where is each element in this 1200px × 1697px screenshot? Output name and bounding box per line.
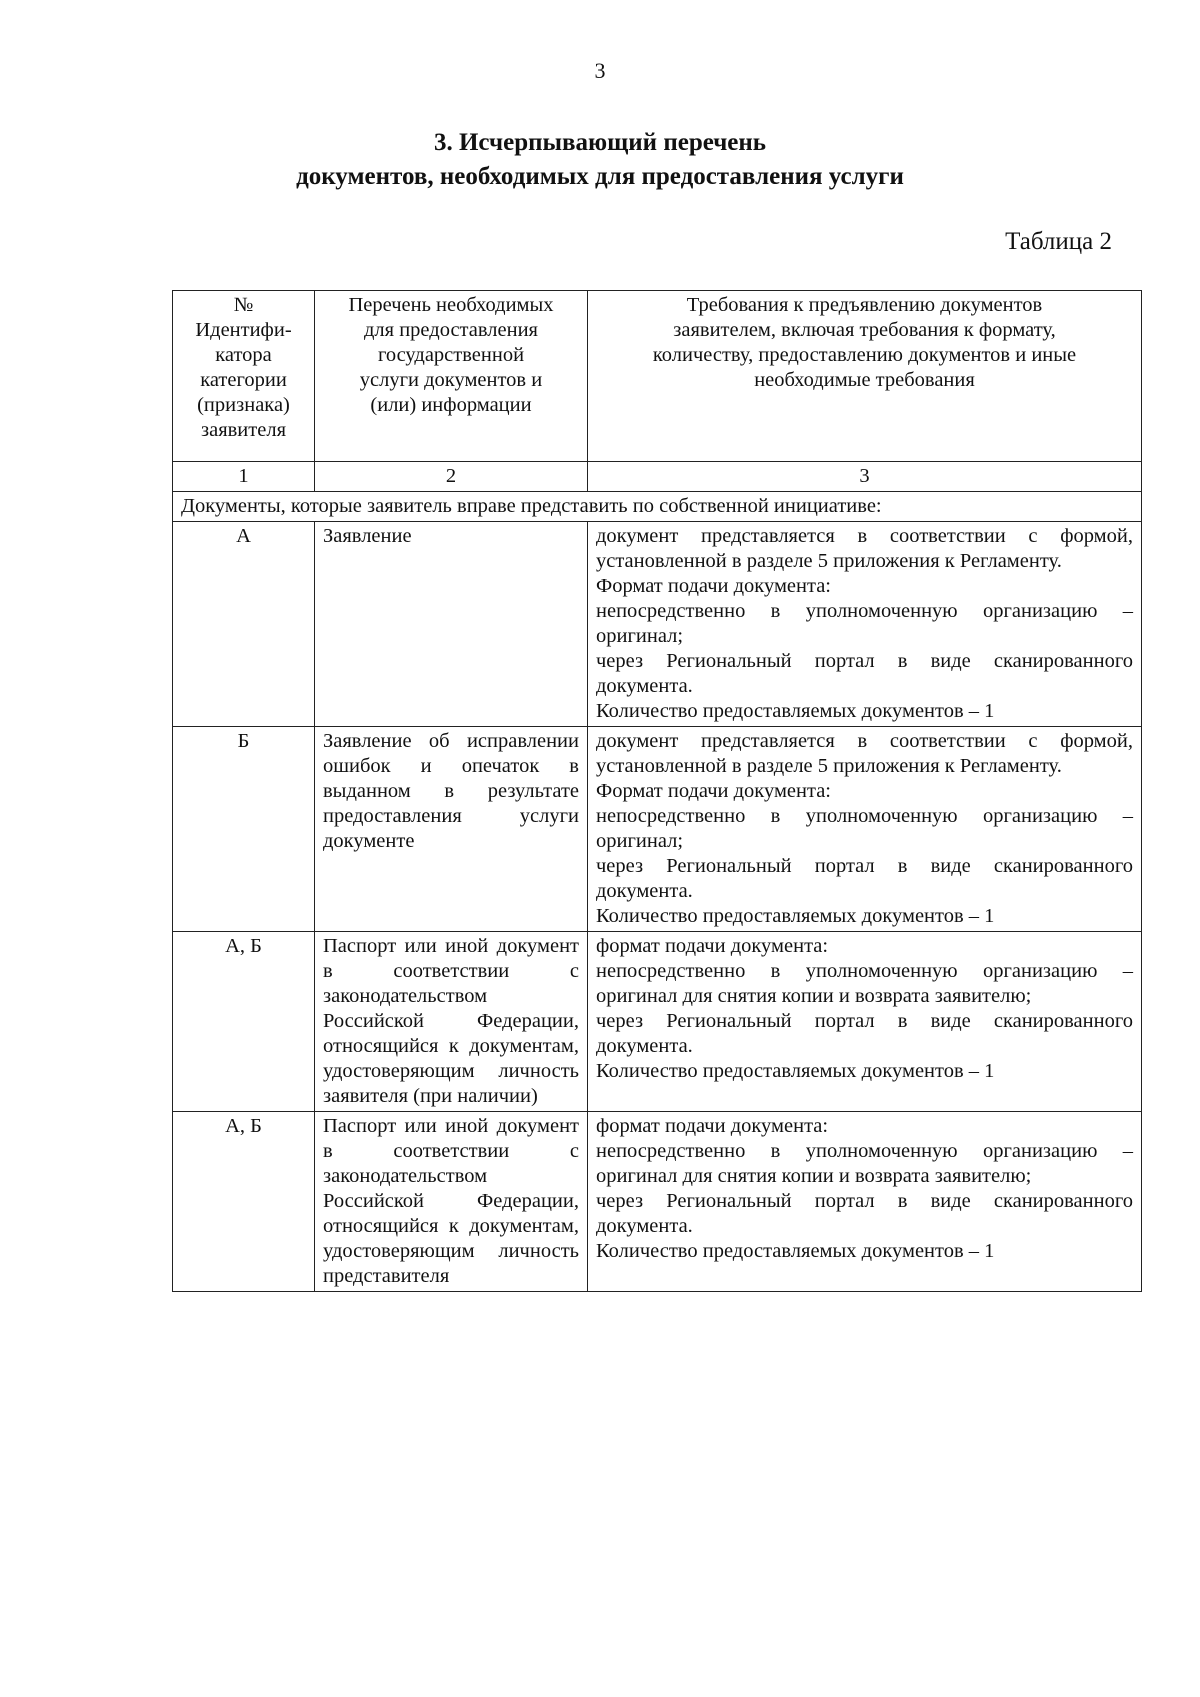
table-row: [173, 522, 1142, 727]
column-number: 1: [173, 462, 315, 492]
header-line: категории: [200, 369, 287, 391]
requirements-cell: [588, 522, 1142, 727]
category-cell: Б: [173, 727, 315, 932]
requirement-paragraph: Количество предоставляемых документов – 1: [596, 700, 995, 722]
header-line: (или) информации: [370, 394, 532, 416]
header-line: Требования к предъявлению документов: [686, 294, 1043, 316]
header-line: государственной: [377, 344, 525, 366]
table-header-row: [173, 291, 1142, 462]
document-cell: Заявление об исправлении ошибок и опечаток в выданном в результате предоставления услуги документе: [315, 727, 588, 932]
requirement-paragraph: Количество предоставляемых документов – 1: [596, 905, 995, 927]
document-cell: Паспорт или иной документ в соответствии с законодательством Российской Федерации, относящийся к документам, удостоверяющим личность заявителя (при наличии): [315, 932, 588, 1112]
column-number: 3: [588, 462, 1142, 492]
header-category-id: [173, 291, 315, 462]
section-heading: [0, 126, 1200, 194]
header-line: необходимые требования: [754, 369, 975, 391]
page-number: 3: [594, 58, 606, 83]
document-cell: Заявление: [315, 522, 588, 727]
header-line: для предоставления: [364, 319, 538, 341]
requirement-paragraph: через Региональный портал в виде сканированного документа.: [596, 1190, 1133, 1237]
requirement-paragraph: Количество предоставляемых документов – 1: [596, 1240, 995, 1262]
requirement-paragraph: через Региональный портал в виде сканированного документа.: [596, 855, 1133, 902]
header-line: заявителя: [201, 419, 286, 441]
header-line: количеству, предоставлению документов и иные: [652, 344, 1077, 366]
documents-table: [172, 290, 1142, 1292]
column-number: 2: [315, 462, 588, 492]
requirement-paragraph: через Региональный портал в виде сканированного документа.: [596, 650, 1133, 697]
table-label: Таблица 2: [1005, 228, 1112, 255]
header-line: №: [233, 294, 254, 316]
requirement-paragraph: непосредственно в уполномоченную организацию – оригинал для снятия копии и возврата заявителю;: [596, 1140, 1133, 1187]
category-cell: А, Б: [173, 1112, 315, 1292]
header-requirements: [588, 291, 1142, 462]
document-cell: Паспорт или иной документ в соответствии с законодательством Российской Федерации, относящийся к документам, удостоверяющим личность представителя: [315, 1112, 588, 1292]
heading-line-2: документов, необходимых для предоставления услуги: [296, 163, 904, 190]
requirements-cell: [588, 932, 1142, 1112]
requirement-paragraph: через Региональный портал в виде сканированного документа.: [596, 1010, 1133, 1057]
table-row: [173, 932, 1142, 1112]
category-cell: А: [173, 522, 315, 727]
requirement-paragraph: непосредственно в уполномоченную организацию – оригинал;: [596, 805, 1133, 852]
header-line: Идентифи-: [195, 319, 292, 341]
requirement-paragraph: непосредственно в уполномоченную организацию – оригинал;: [596, 600, 1133, 647]
category-cell: А, Б: [173, 932, 315, 1112]
heading-line-1: 3. Исчерпывающий перечень: [433, 129, 767, 156]
header-line: катора: [215, 344, 272, 366]
section-title-row: [173, 492, 1142, 522]
requirement-paragraph: документ представляется в соответствии с формой, установленной в разделе 5 приложения к Регламенту.: [596, 730, 1133, 777]
header-line: заявителем, включая требования к формату,: [673, 319, 1056, 341]
requirements-cell: [588, 727, 1142, 932]
requirement-paragraph: формат подачи документа:: [596, 935, 829, 957]
requirement-paragraph: документ представляется в соответствии с формой, установленной в разделе 5 приложения к Регламенту.: [596, 525, 1133, 572]
table-row: [173, 727, 1142, 932]
requirement-paragraph: непосредственно в уполномоченную организацию – оригинал для снятия копии и возврата заявителю;: [596, 960, 1133, 1007]
requirement-paragraph: Формат подачи документа:: [596, 575, 831, 597]
column-number-row: [173, 462, 1142, 492]
section-title: Документы, которые заявитель вправе представить по собственной инициативе:: [173, 492, 1142, 522]
table-row: [173, 1112, 1142, 1292]
header-line: услуги документов и: [359, 369, 543, 391]
requirement-paragraph: формат подачи документа:: [596, 1115, 829, 1137]
header-line: (признака): [197, 394, 290, 416]
header-line: Перечень необходимых: [348, 294, 554, 316]
requirements-cell: [588, 1112, 1142, 1292]
header-document-list: [315, 291, 588, 462]
requirement-paragraph: Количество предоставляемых документов – 1: [596, 1060, 995, 1082]
requirement-paragraph: Формат подачи документа:: [596, 780, 831, 802]
